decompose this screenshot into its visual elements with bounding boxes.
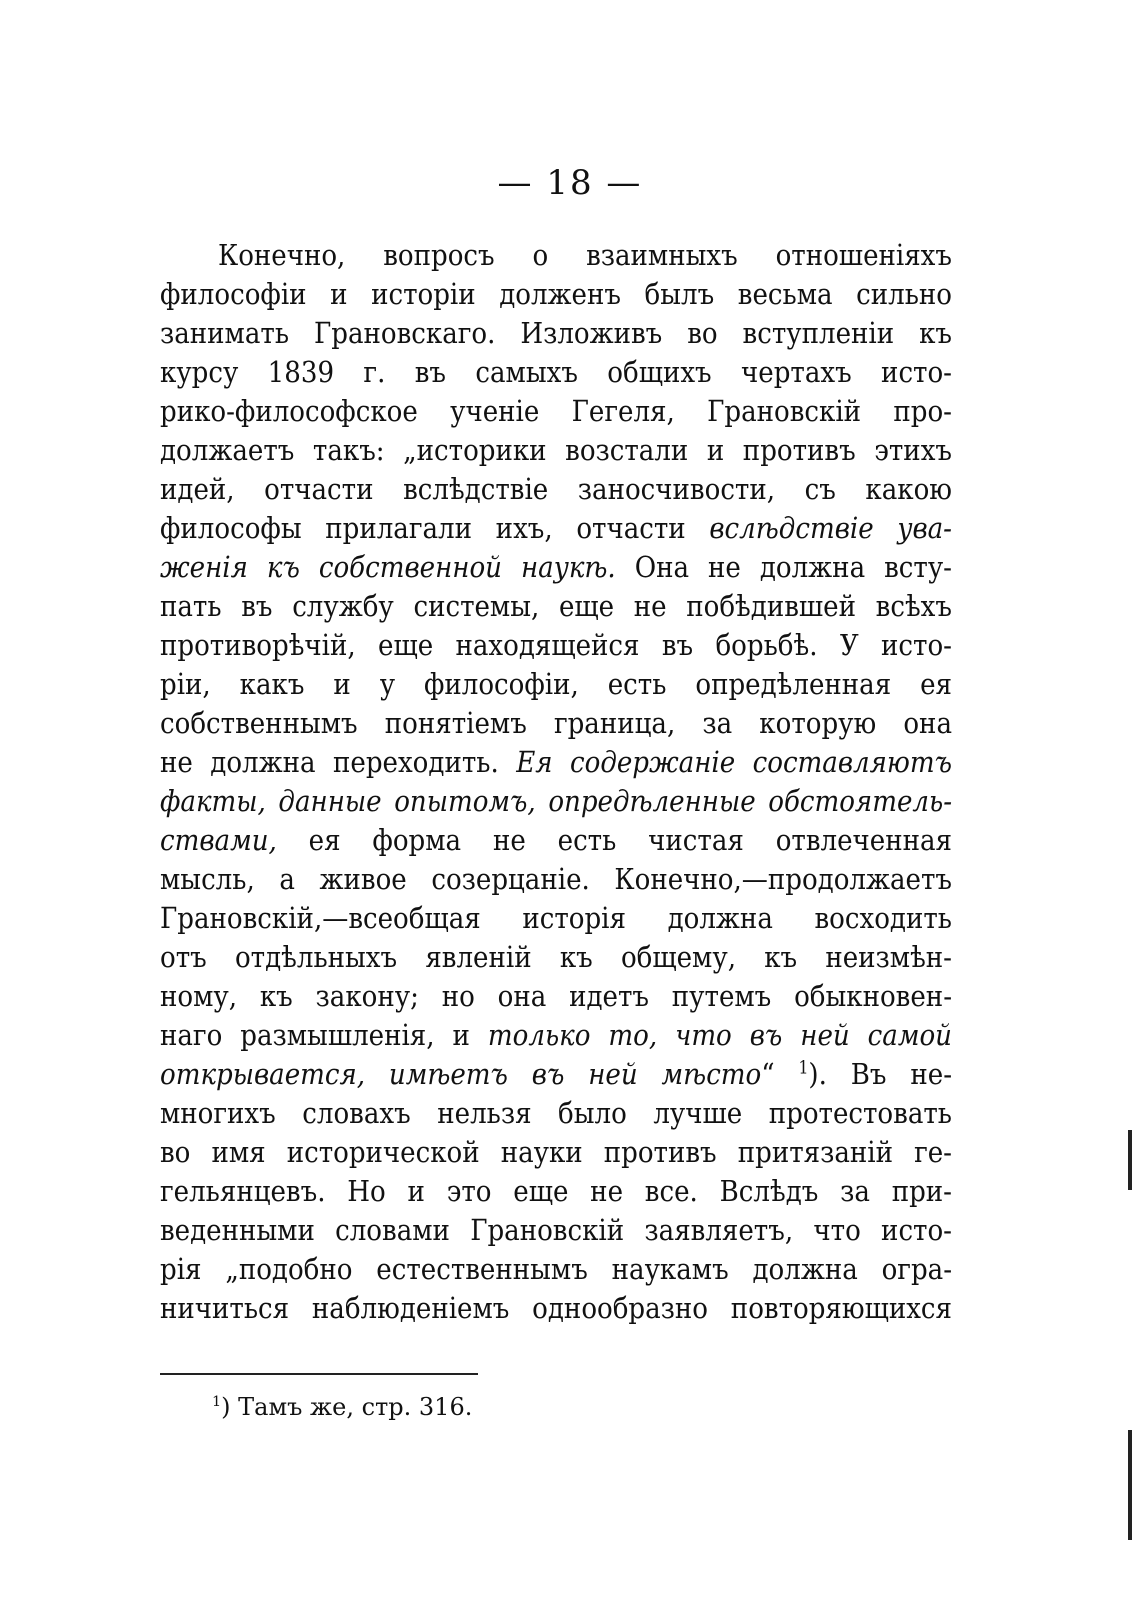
text-run: рія „подобно естественнымъ наукамъ должна огра- xyxy=(160,1252,952,1286)
text-run: веденными словами Грановскій заявляетъ, что исто- xyxy=(160,1213,952,1247)
footnote-divider xyxy=(160,1373,478,1375)
text-run: наго размышленія, и xyxy=(160,1018,488,1052)
text-line xyxy=(160,899,952,938)
footnote xyxy=(212,1392,472,1422)
text-run: занимать Грановскаго. Изложивъ во вступленіи къ xyxy=(160,316,952,350)
text-line xyxy=(160,1016,952,1055)
text-run: философіи и исторіи долженъ былъ весьма сильно xyxy=(160,277,952,311)
text-run: рико-философское ученіе Гегеля, Грановскій про- xyxy=(160,394,952,428)
footnote-marker: 1 xyxy=(212,1394,222,1410)
text-run: ея форма не есть чистая отвлеченная xyxy=(276,823,952,857)
footnote-text: ) Тамъ же, стр. 316. xyxy=(221,1393,473,1421)
text-run: отъ отдѣльныхъ явленій къ общему, къ неизмѣн- xyxy=(160,940,952,974)
text-run: ничиться наблюденіемъ однообразно повторяющихся xyxy=(160,1291,952,1325)
text-run: Конечно, вопросъ о взаимныхъ отношеніяхъ xyxy=(218,238,952,272)
text-line xyxy=(160,704,952,743)
text-line xyxy=(160,431,952,470)
italic-text: только то, что въ ней самой xyxy=(487,1018,952,1052)
text-line xyxy=(160,665,952,704)
text-line xyxy=(160,509,952,548)
text-run: многихъ словахъ нельзя было лучше протестовать xyxy=(160,1096,952,1130)
text-line xyxy=(160,314,952,353)
text-line xyxy=(160,1055,952,1094)
text-line xyxy=(160,1094,952,1133)
text-run: ріи, какъ и у философіи, есть опредѣленная ея xyxy=(160,667,952,701)
text-line xyxy=(160,587,952,626)
italic-text: Ея содержаніе составляютъ xyxy=(516,745,953,779)
text-line xyxy=(160,1289,952,1328)
italic-text: открывается, имѣетъ въ ней мѣсто xyxy=(160,1057,762,1091)
text-run: Она не должна всту- xyxy=(615,550,952,584)
italic-text: ствами, xyxy=(160,823,277,857)
italic-text: вслѣдствіе ува- xyxy=(709,511,952,545)
scan-edge-mark xyxy=(1128,1430,1132,1540)
text-line xyxy=(160,470,952,509)
text-run: ному, къ закону; но она идетъ путемъ обыкновен- xyxy=(160,979,952,1013)
text-line xyxy=(160,860,952,899)
text-run: собственнымъ понятіемъ граница, за которую она xyxy=(160,706,952,740)
text-line xyxy=(160,392,952,431)
text-run: Грановскій,—всеобщая исторія должна восходить xyxy=(160,901,952,935)
text-run: пать въ службу системы, еще не побѣдившей всѣхъ xyxy=(160,589,952,623)
text-line xyxy=(160,548,952,587)
text-run: ). Въ не- xyxy=(808,1057,952,1091)
text-line xyxy=(160,743,952,782)
italic-text: женія къ собственной наукѣ. xyxy=(160,550,616,584)
text-line xyxy=(160,236,952,275)
text-run: должаетъ такъ: „историки возстали и противъ этихъ xyxy=(160,433,952,467)
text-line xyxy=(160,1250,952,1289)
text-line xyxy=(160,938,952,977)
page-number: — 18 — xyxy=(497,163,643,203)
text-line xyxy=(160,1133,952,1172)
text-run: идей, отчасти вслѣдствіе заносчивости, съ какою xyxy=(160,472,952,506)
footnote-reference: 1 xyxy=(798,1058,809,1079)
scan-edge-mark xyxy=(1128,1130,1132,1190)
text-line xyxy=(160,626,952,665)
text-run: мысль, а живое созерцаніе. Конечно,—продолжаетъ xyxy=(160,862,952,896)
body-text xyxy=(160,236,952,1328)
text-line xyxy=(160,275,952,314)
text-run: курсу 1839 г. въ самыхъ общихъ чертахъ исто- xyxy=(160,355,952,389)
text-line xyxy=(160,977,952,1016)
text-run: гельянцевъ. Но и это еще не все. Вслѣдъ за при- xyxy=(160,1174,952,1208)
text-line xyxy=(160,782,952,821)
text-run: философы прилагали ихъ, отчасти xyxy=(160,511,710,545)
text-run: во имя исторической науки противъ притязаній ге- xyxy=(160,1135,952,1169)
italic-text: факты, данные опытомъ, опредѣленные обстоятель- xyxy=(160,784,952,818)
text-line xyxy=(160,821,952,860)
text-run: не должна переходить. xyxy=(160,745,517,779)
text-line xyxy=(160,1211,952,1250)
text-run: “ xyxy=(761,1057,799,1091)
text-line xyxy=(160,1172,952,1211)
text-line xyxy=(160,353,952,392)
text-run: противорѣчій, еще находящейся въ борьбѣ. У исто- xyxy=(160,628,952,662)
